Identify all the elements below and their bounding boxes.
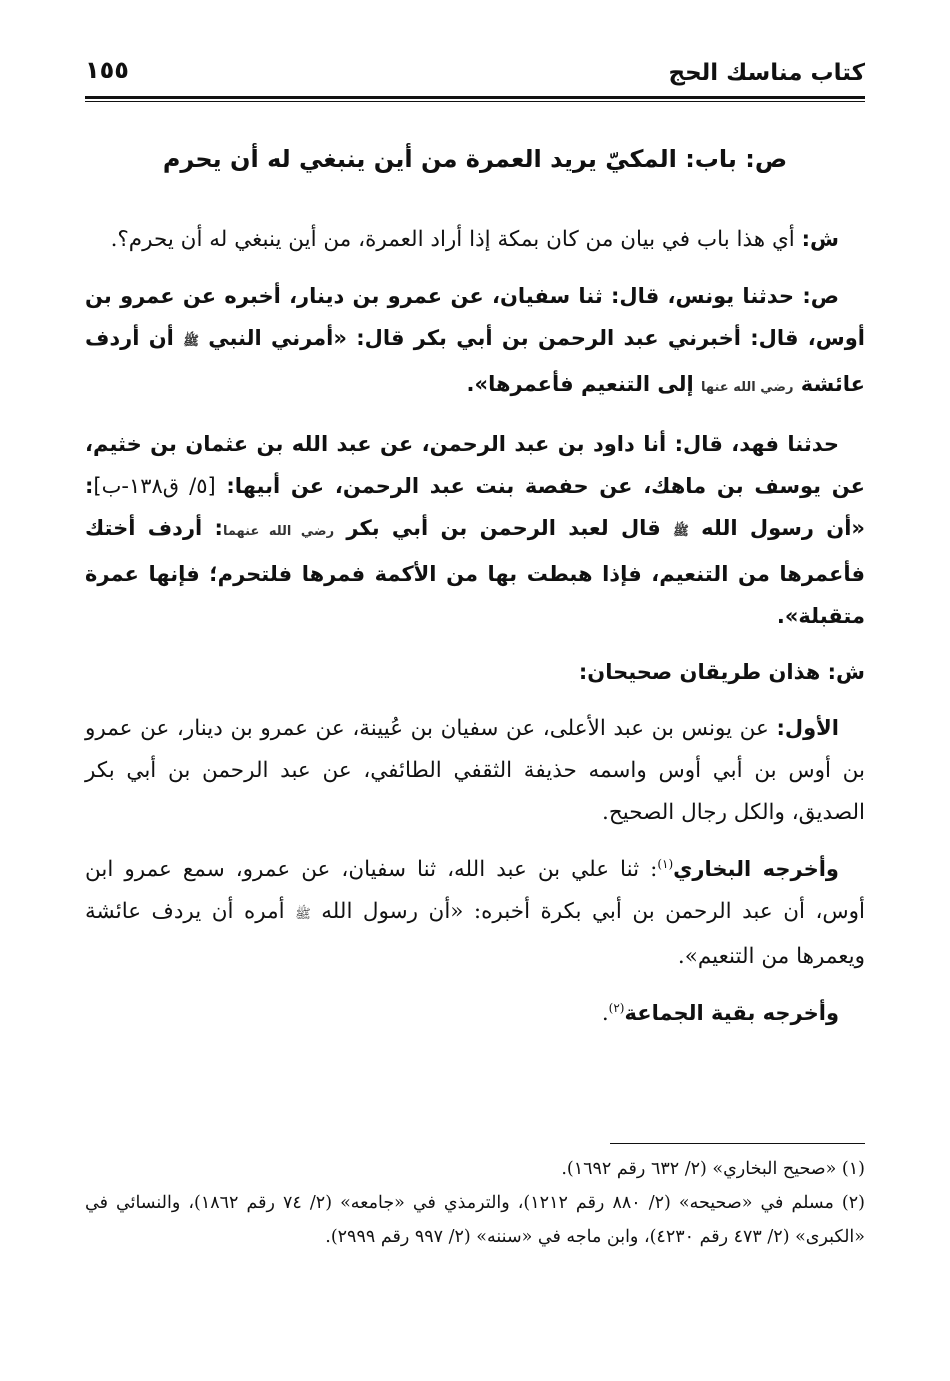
paragraph-text: عن يونس بن عبد الأعلى، عن سفيان بن عُيينة، عن عمرو بن دينار، عن عمرو بن أوس بن أبي أوس واسمه حذيفة الثقفي الطائفي، عن عبد الرحمن بن أبي بكر الصديق، والكل رجال الصحيح. <box>85 716 865 825</box>
paragraph-text: : «أن رسول الله <box>85 474 865 540</box>
page-header <box>85 54 865 94</box>
paragraph-hadith-1 <box>85 275 865 409</box>
salutation-symbol: ﷺ <box>673 524 689 539</box>
paragraph-commentary-5 <box>85 992 865 1035</box>
chapter-title: ص: باب: المكيّ يريد العمرة من أين ينبغي له أن يحرم <box>162 145 788 173</box>
paragraph-text: : أردف أختك فأعمرها من التنعيم، فإذا هبطت بها من الأكمة فمرها فلتحرم؛ فإنها عمرة متقبلة». <box>85 516 865 628</box>
paragraph-text: إلى التنعيم فأعمرها». <box>466 372 702 396</box>
paragraph-text: : ثنا علي بن عبد الله، ثنا سفيان، عن عمرو، سمع عمرو ابن أوس، أن عبد الرحمن بن أبي بكرة أخبره: «أن رسول الله <box>85 857 865 924</box>
paragraph-text: حدثنا يونس، قال: ثنا سفيان، عن عمرو بن دينار، أخبره عن عمرو بن أوس، قال: أخبرني عبد الرحمن بن أبي بكر قال: «أمرني النبي <box>85 284 866 350</box>
header-rule-thin <box>85 101 865 102</box>
paragraph-hadith-2 <box>85 423 865 637</box>
paragraph-text: أمره أن يردف عائشة ويعمرها من التنعيم». <box>85 899 865 969</box>
page-number: ١٥٥ <box>85 56 129 84</box>
paragraph-commentary-3 <box>85 707 865 834</box>
manuscript-reference: [٥/ ق١٣٨-ب] <box>93 474 216 498</box>
honorific-symbol: رضي الله عنهما <box>222 524 335 539</box>
commentary-marker: ش: <box>801 227 839 251</box>
footnote-2: (٢) مسلم في «صحيحه» (٢/ ٨٨٠ رقم ١٢١٢)، والترمذي في «جامعه» (٢/ ٧٤ رقم ١٨٦٢)، والنسائي في «الكبرى» (٢/ ٤٧٣ رقم ٤٢٣٠)، وابن ماجه في «سننه» (٢/ ٩٩٧ رقم ٢٩٩٩). <box>85 1193 865 1247</box>
source-marker: وأخرجه البخاري <box>673 857 839 881</box>
paragraph-text: أي هذا باب في بيان من كان بمكة إذا أراد العمرة، من أين ينبغي له أن يحرم؟. <box>110 227 802 252</box>
header-rule-thick <box>85 96 865 99</box>
footnote-ref-2[interactable]: (٢) <box>608 1000 625 1015</box>
text-marker: ص: <box>802 284 839 308</box>
footnote-separator <box>610 1143 865 1144</box>
running-head-book-title: كتاب مناسك الحج <box>668 60 865 86</box>
first-route-marker: الأول: <box>776 716 839 740</box>
paragraph-text: أن أردف عائشة <box>85 326 865 396</box>
paragraph-commentary-1 <box>85 218 865 261</box>
paragraph-commentary-4 <box>85 848 865 978</box>
paragraph-commentary-2: ش: هذان طريقان صحيحان: <box>578 660 865 684</box>
main-text <box>85 218 865 1049</box>
paragraph-text: قال لعبد الرحمن بن أبي بكر <box>334 516 674 540</box>
footnote-ref-1[interactable]: (١) <box>657 856 674 871</box>
footnotes <box>85 1152 865 1254</box>
source-marker: وأخرجه بقية الجماعة <box>624 1001 839 1025</box>
honorific-symbol: رضي الله عنها <box>701 380 794 395</box>
footnote-1: (١) «صحيح البخاري» (٢/ ٦٣٢ رقم ١٦٩٢). <box>561 1159 865 1179</box>
paragraph-text: . <box>601 1001 609 1026</box>
paragraph-text: حدثنا فهد، قال: أنا داود بن عبد الرحمن، عن عبد الله بن عثمان بن خثيم، عن يوسف بن ماهك، عن حفصة بنت عبد الرحمن، عن أبيها: <box>85 432 866 498</box>
salutation-symbol: ﷺ <box>295 907 311 922</box>
salutation-symbol: ﷺ <box>183 334 199 349</box>
